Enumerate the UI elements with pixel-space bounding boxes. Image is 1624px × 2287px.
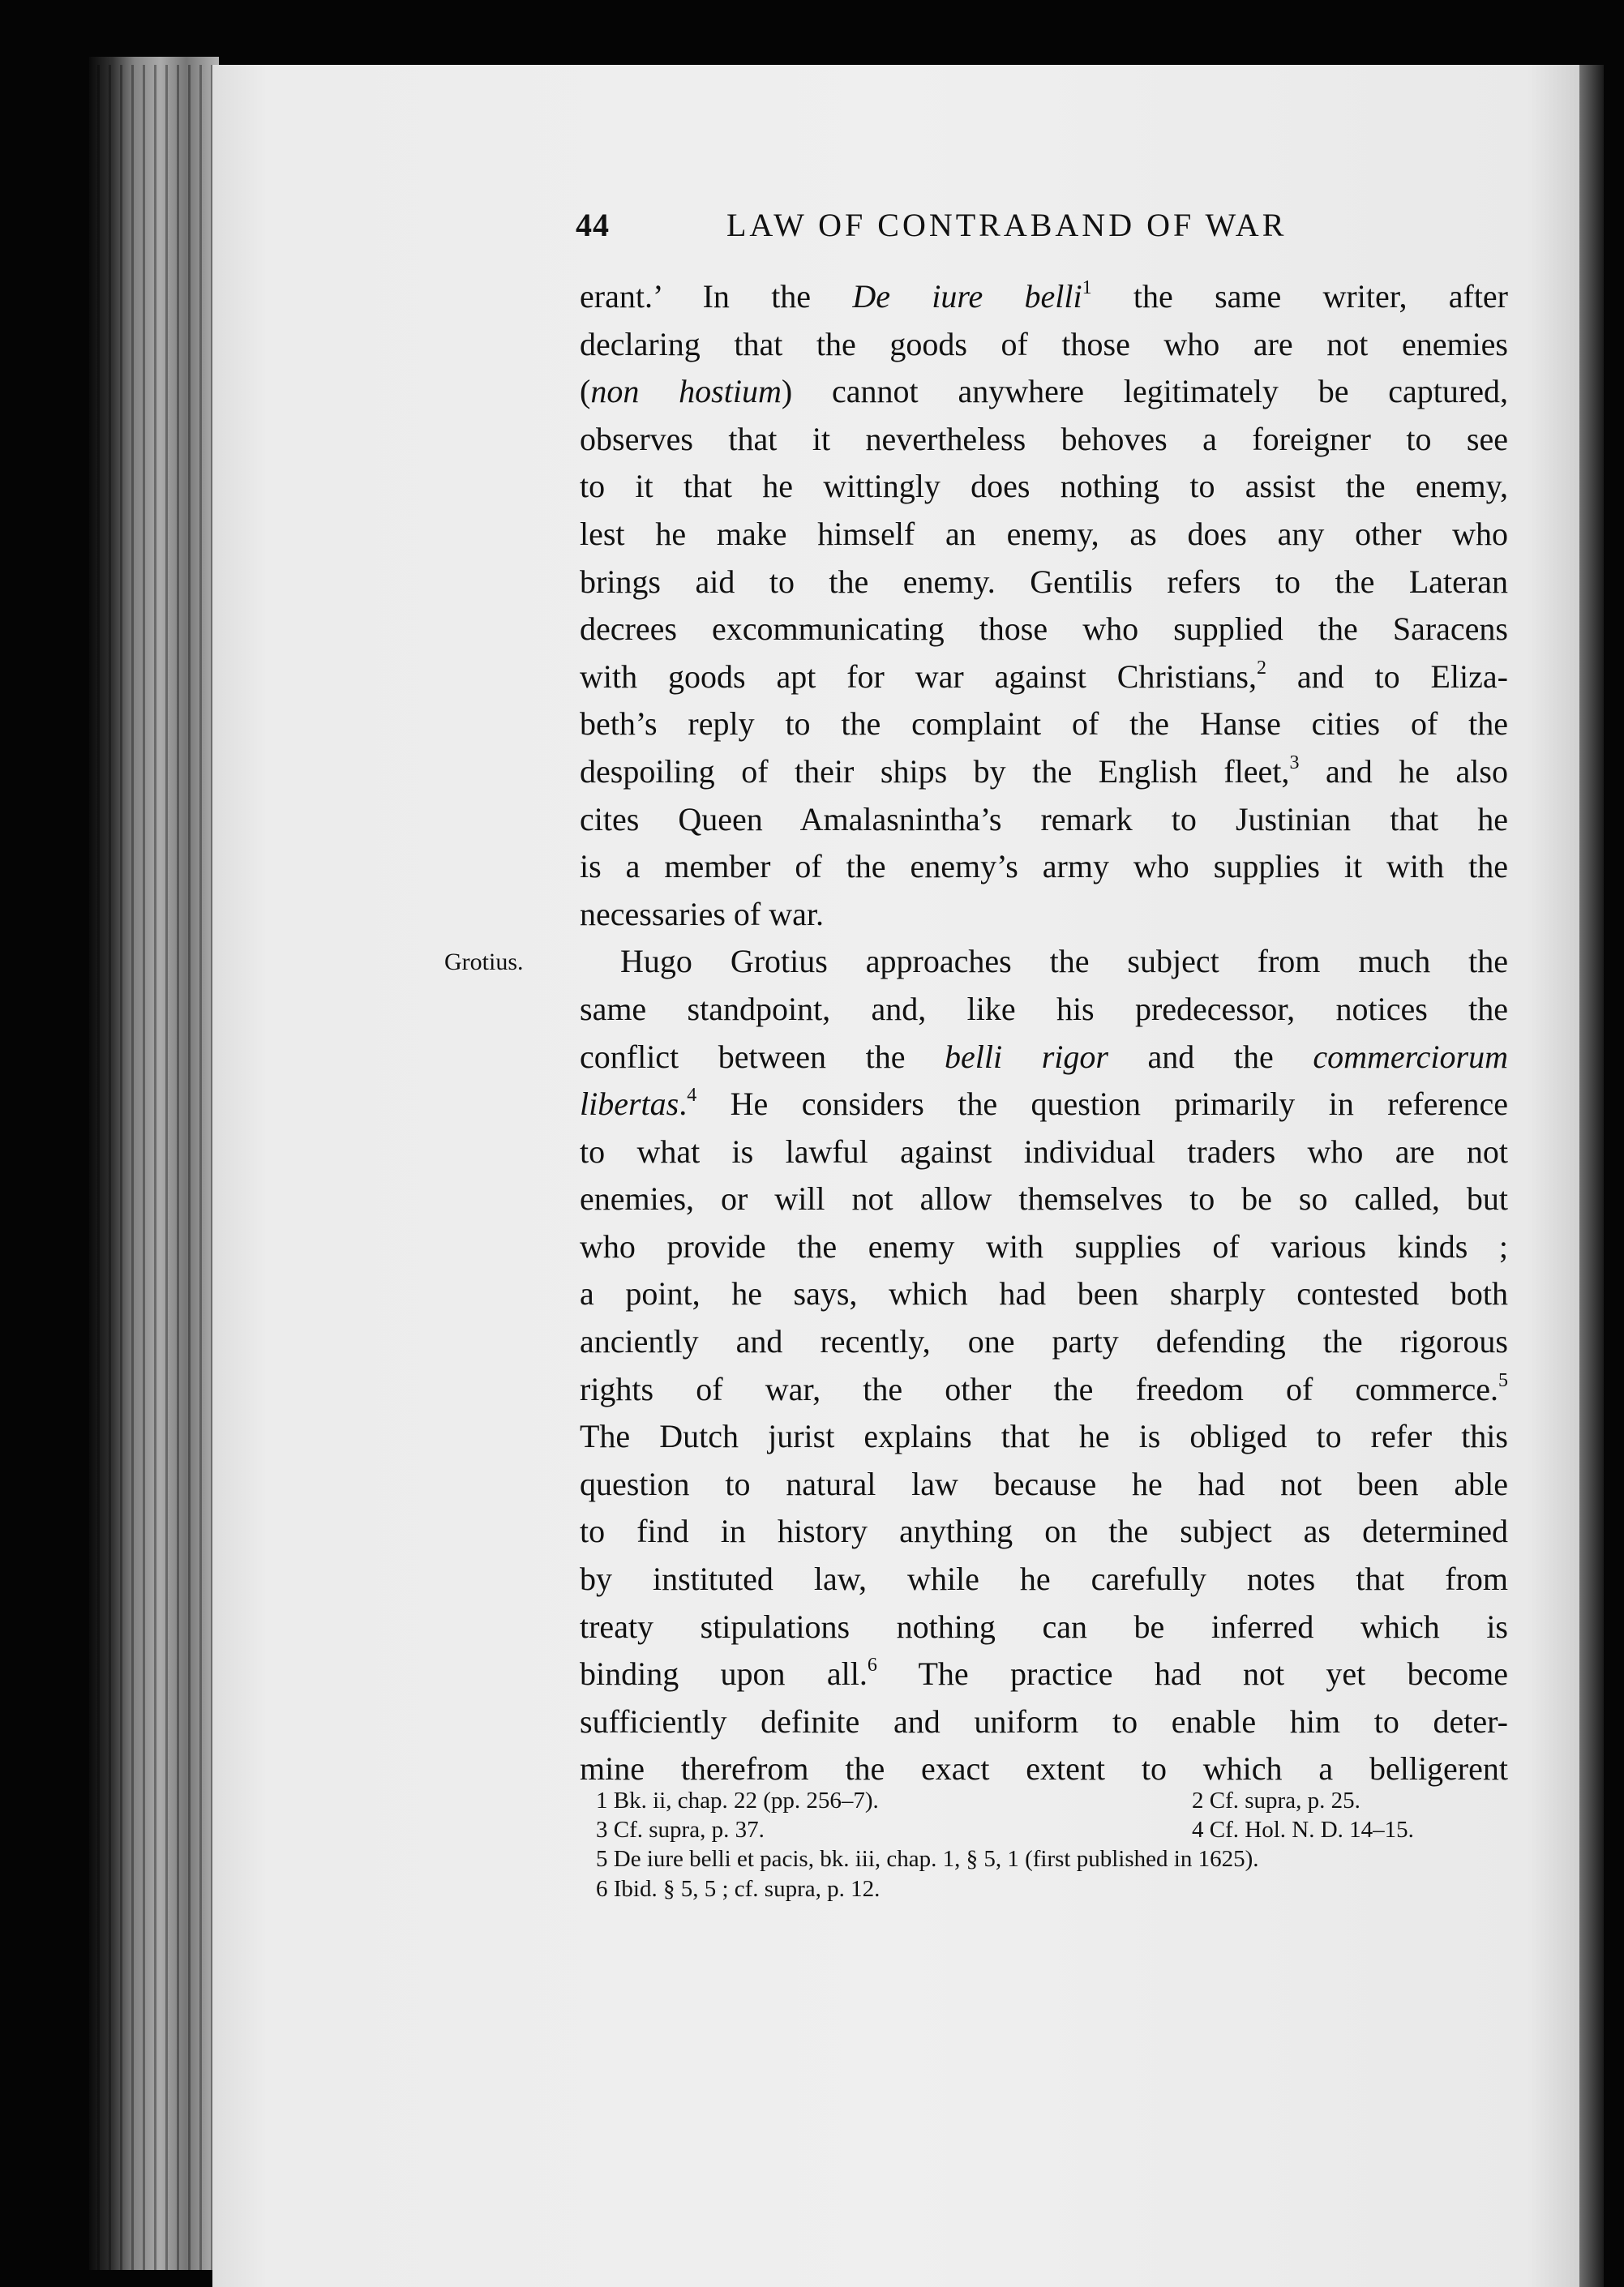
text-line: to find in history anything on the subject as determined [580,1513,1508,1550]
text-line: with goods apt for war against Christians,$^2$ and to Eliza- [580,657,1508,695]
footnote-4: 4 Cf. Hol. N. D. 14–15. [1192,1817,1414,1844]
text-line: sufficiently definite and uniform to enable him to deter- [580,1702,1508,1740]
text-line: rights of war, the other the freedom of commerce.$^5$ [580,1369,1508,1407]
text-line: beth’s reply to the complaint of the Hanse cities of the [580,705,1508,743]
text-line: enemies, or will not allow themselves to be so called, but [580,1180,1508,1218]
text-line: The Dutch jurist explains that he is obliged to refer this [580,1418,1508,1455]
footnote-6: 6 Ibid. § 5, 5 ; cf. supra, p. 12. [596,1875,881,1902]
text-line: necessaries of war. [580,895,824,932]
running-head-title: LAW OF CONTRABAND OF WAR [726,207,1288,243]
text-line: who provide the enemy with supplies of various kinds ; [580,1227,1508,1265]
text-line: anciently and recently, one party defending the rigorous [580,1323,1508,1360]
footnote-1: 1 Bk. ii, chap. 22 (pp. 256–7). [596,1788,879,1814]
text-line: to what is lawful against individual traders who are not [580,1133,1508,1170]
footnote-row [596,1786,1512,1815]
footnotes [596,1786,1512,1904]
footnote-2: 2 Cf. supra, p. 25. [1192,1788,1360,1814]
footnote-row [596,1815,1512,1844]
book-page-edge-lines [97,65,219,2270]
text-line: treaty stipulations nothing can be inferred which is [580,1608,1508,1645]
text-line: brings aid to the enemy. Gentilis refers to the Lateran [580,563,1508,600]
text-line: by instituted law, while he carefully notes that from [580,1561,1508,1598]
text-line: same standpoint, and, like his predecessor, notices the [580,990,1508,1027]
footnote-row [596,1844,1512,1874]
text-line: observes that it nevertheless behoves a foreigner to see [580,420,1508,457]
text-line: cites Queen Amalasnintha’s remark to Justinian that he [580,800,1508,837]
margin-note-grotius: Grotius. [444,949,524,975]
text-line: binding upon all.$^6$ The practice had not yet become [580,1655,1508,1693]
page-number: 44 [576,207,610,243]
text-line: question to natural law because he had not been able [580,1465,1508,1502]
text-line: to it that he wittingly does nothing to assist the enemy, [580,468,1508,505]
running-head [576,206,1508,255]
text-line: (non hostium) cannot anywhere legitimately be captured, [580,373,1508,410]
text-line: a point, he says, which had been sharply contested both [580,1275,1508,1313]
text-line: despoiling of their ships by the English fleet,$^3$ and he also [580,752,1508,790]
text-line: erant.’ In the De iure belli$^1$ the same writer, after [580,277,1508,315]
footnote-5: 5 De iure belli et pacis, bk. iii, chap. 1, § 5, 1 (first published in 1625). [596,1846,1259,1873]
text-line: declaring that the goods of those who are not enemies [580,325,1508,362]
text-line: is a member of the enemy’s army who supplies it with the [580,848,1508,885]
footnote-3: 3 Cf. supra, p. 37. [596,1817,765,1844]
footnote-row [596,1874,1512,1904]
text-line: libertas.$^4$ He considers the question primarily in reference [580,1085,1508,1123]
text-line: lest he make himself an enemy, as does any other who [580,515,1508,552]
text-line: decrees excommunicating those who supplied the Saracens [580,610,1508,648]
book-spine-shadow [1579,65,1604,2287]
text-line: mine therefrom the exact extent to which a belligerent [580,1750,1508,1788]
text-line: Hugo Grotius approaches the subject from much the [620,943,1508,980]
text-line: conflict between the belli rigor and the commerciorum [580,1038,1508,1075]
body-text [580,273,1508,1793]
